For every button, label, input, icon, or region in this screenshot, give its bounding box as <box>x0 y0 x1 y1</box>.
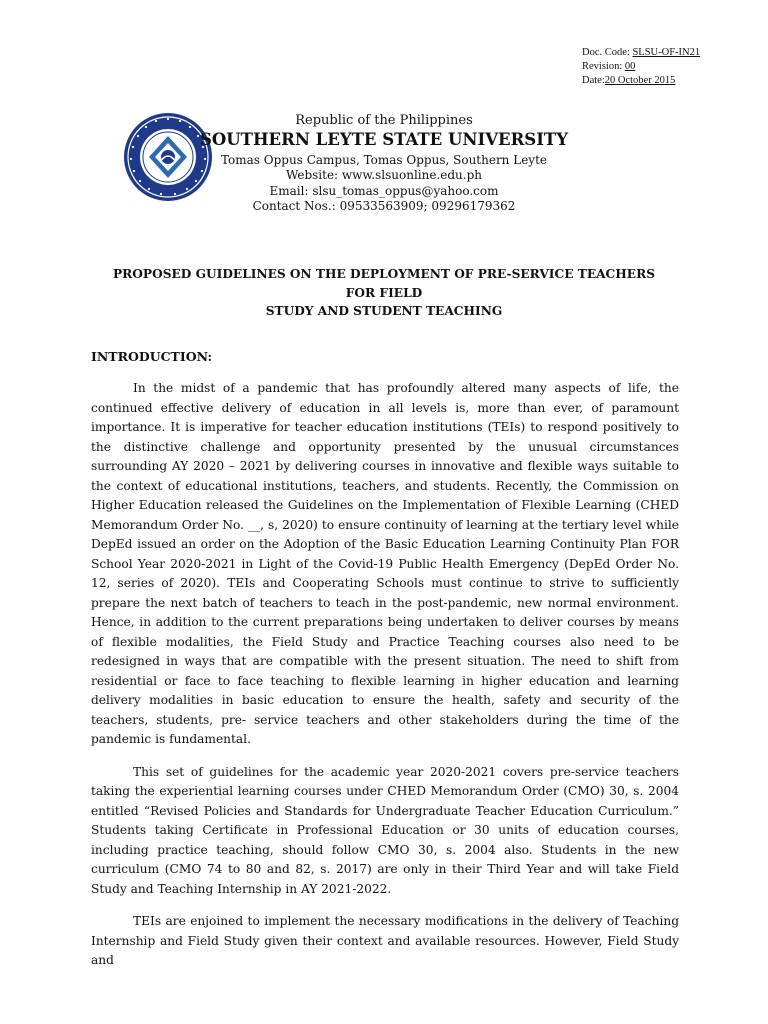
revision-value: 00 <box>624 61 636 72</box>
campus-line: Tomas Oppus Campus, Tomas Oppus, Southern Leyte <box>220 153 547 167</box>
date-line <box>582 74 700 88</box>
document-body <box>91 379 679 984</box>
republic-line: Republic of the Philippines <box>295 113 473 128</box>
date-label: Date: <box>582 75 605 86</box>
doc-code-label: Doc. Code: <box>582 47 633 58</box>
revision-line <box>582 60 700 74</box>
paragraph: In the midst of a pandemic that has profoundly altered many aspects of life, the continued effective delivery of education in all levels is, more than ever, of paramount importance. It is imperative for teacher education institutions (TEIs) to respond positively to the distinctive challenge and opportunity presented by the unusual circumstances surrounding AY 2020 – 2021 by delivering courses in innovative and flexible ways suitable to the context of educational institutions, teachers, and students. Recently, the Commission on Higher Education released the Guidelines on the Implementation of Flexible Learning (CHED Memorandum Order No. __, s, 2020) to ensure continuity of learning at the tertiary level while DepEd issued an order on the Adoption of the Basic Education Learning Continuity Plan FOR School Year 2020-2021 in Light of the Covid-19 Public Health Emergency (DepEd Order No. 12, series of 2020). TEIs and Cooperating Schools must continue to strive to sufficiently prepare the next batch of teachers to teach in the post-pandemic, new normal environment. Hence, in addition to the current preparations being undertaken to deliver courses by means of flexible modalities, the Field Study and Practice Teaching courses also need to be redesigned in ways that are compatible with the present situation. The need to shift from residential or face to face teaching to flexible learning in higher education and learning delivery modalities in basic education to ensure the health, safety and security of the teachers, students, pre- service teachers and other stakeholders during the time of the pandemic is fundamental. <box>91 381 679 746</box>
section-heading: INTRODUCTION: <box>91 349 213 364</box>
document-title <box>100 265 668 321</box>
revision-label: Revision: <box>582 61 625 72</box>
doc-code-value: SLSU-OF-IN21 <box>632 47 701 58</box>
letterhead <box>200 112 568 215</box>
paragraph: TEIs are enjoined to implement the necessary modifications in the delivery of Teaching Internship and Field Study given their context and available resources. However, Field Study and <box>91 914 679 967</box>
doc-code-line <box>582 46 700 60</box>
title-line-2: STUDY AND STUDENT TEACHING <box>265 304 503 318</box>
email-line: Email: slsu_tomas_oppus@yahoo.com <box>269 183 499 198</box>
title-line-1: PROPOSED GUIDELINES ON THE DEPLOYMENT OF PRE-SERVICE TEACHERS FOR FIELD <box>113 267 655 300</box>
website-line: Website: www.slsuonline.edu.ph <box>285 168 482 183</box>
paragraph: This set of guidelines for the academic year 2020-2021 covers pre-service teachers taking the experiential learning courses under CHED Memorandum Order (CMO) 30, s. 2004 entitled “Revised Policies and Standards for Undergraduate Teacher Education Curriculum.” Students taking Certificate in Professional Education or 30 units of education courses, including practice teaching, should follow CMO 30, s. 2004 also. Students in the new curriculum (CMO 74 to 80 and 82, s. 2017) are only in their Third Year and will take Field Study and Teaching Internship in AY 2021-2022. <box>91 764 679 896</box>
date-value: 20 October 2015 <box>604 75 676 86</box>
contact-line: Contact Nos.: 09533563909; 09296179362 <box>252 199 516 214</box>
document-control-info <box>582 46 700 88</box>
university-name: SOUTHERN LEYTE STATE UNIVERSITY <box>200 130 568 149</box>
